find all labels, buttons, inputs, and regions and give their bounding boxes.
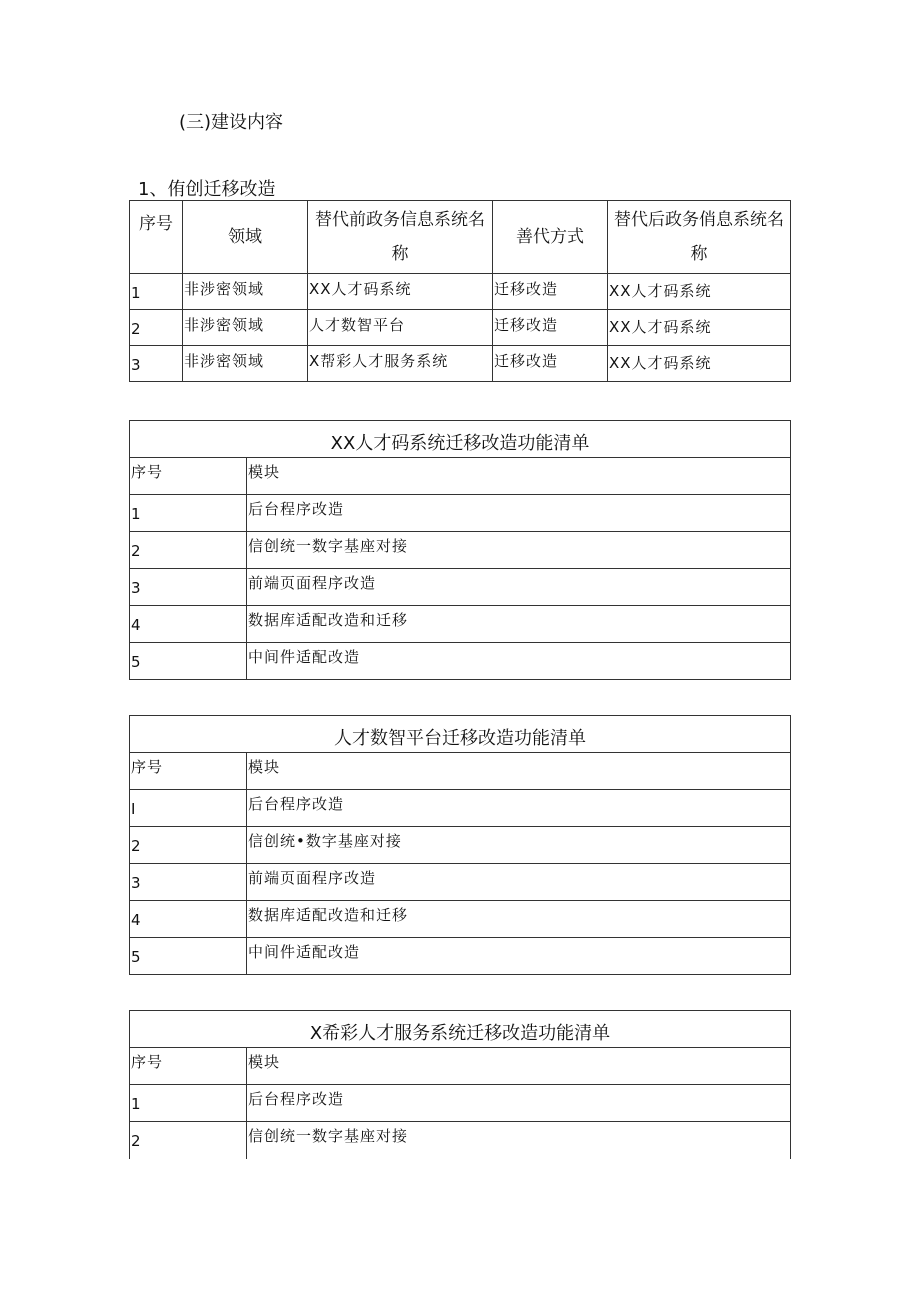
cell-seq: 5 bbox=[130, 938, 247, 975]
cell-seq: 2 bbox=[130, 827, 247, 864]
cell-after: XX人才码系统 bbox=[608, 346, 791, 382]
cell-seq: 5 bbox=[130, 643, 247, 680]
function-table-title: X希彩人才服务系统迁移改造功能清单 bbox=[130, 1011, 791, 1048]
cell-module: 数据库适配改造和迁移 bbox=[247, 606, 791, 643]
cell-seq: 1 bbox=[130, 495, 247, 532]
table-row bbox=[130, 1085, 791, 1122]
cell-module: 信创统一数字基座对接 bbox=[247, 1122, 791, 1159]
header-seq: 序号 bbox=[130, 753, 247, 790]
function-table-title: 人才数智平台迁移改造功能清单 bbox=[130, 716, 791, 753]
cell-module: 信创统•数字基座对接 bbox=[247, 827, 791, 864]
cell-module: 前端页面程序改造 bbox=[247, 864, 791, 901]
header-module: 模块 bbox=[247, 1048, 791, 1085]
table-row bbox=[130, 1122, 791, 1159]
header-domain: 领域 bbox=[183, 201, 308, 274]
header-before: 替代前政务信息系统名称 bbox=[308, 201, 493, 274]
header-seq: 序号 bbox=[130, 201, 183, 274]
cell-seq: 3 bbox=[130, 569, 247, 606]
cell-domain: 非涉密领域 bbox=[183, 346, 308, 382]
cell-domain: 非涉密领域 bbox=[183, 310, 308, 346]
function-table-title-row bbox=[130, 1011, 791, 1048]
header-after: 替代后政务俏息系统名称 bbox=[608, 201, 791, 274]
header-method: 善代方式 bbox=[493, 201, 608, 274]
cell-seq: 2 bbox=[130, 532, 247, 569]
cell-seq: 2 bbox=[130, 1122, 247, 1159]
cell-seq: 4 bbox=[130, 901, 247, 938]
function-table-title: XX人才码系统迁移改造功能清单 bbox=[130, 421, 791, 458]
cell-seq: I bbox=[130, 790, 247, 827]
cell-after: XX人才码系统 bbox=[608, 310, 791, 346]
cell-module: 后台程序改造 bbox=[247, 790, 791, 827]
function-table-talent-service bbox=[129, 1010, 791, 1159]
header-seq: 序号 bbox=[130, 458, 247, 495]
cell-method: 迁移改造 bbox=[493, 310, 608, 346]
cell-seq: 1 bbox=[130, 274, 183, 310]
function-table-header-row bbox=[130, 1048, 791, 1085]
cell-seq: 3 bbox=[130, 864, 247, 901]
cell-module: 前端页面程序改造 bbox=[247, 569, 791, 606]
cell-domain: 非涉密领域 bbox=[183, 274, 308, 310]
cell-seq: 1 bbox=[130, 1085, 247, 1122]
cell-before: 人才数智平台 bbox=[308, 310, 493, 346]
cell-module: 信创统一数字基座对接 bbox=[247, 532, 791, 569]
cell-module: 数据库适配改造和迁移 bbox=[247, 901, 791, 938]
cell-before: XX人才码系统 bbox=[308, 274, 493, 310]
cell-method: 迁移改造 bbox=[493, 274, 608, 310]
header-module: 模块 bbox=[247, 458, 791, 495]
section-title: (三)建设内容 bbox=[179, 112, 284, 133]
cell-module: 后台程序改造 bbox=[247, 1085, 791, 1122]
sub-title: 1、侑创迁移改造 bbox=[138, 179, 276, 200]
cell-module: 中间件适配改造 bbox=[247, 643, 791, 680]
cell-method: 迁移改造 bbox=[493, 346, 608, 382]
cell-module: 中间件适配改造 bbox=[247, 938, 791, 975]
cell-module: 后台程序改造 bbox=[247, 495, 791, 532]
cell-before: X帮彩人才服务系统 bbox=[308, 346, 493, 382]
cell-seq: 2 bbox=[130, 310, 183, 346]
header-module: 模块 bbox=[247, 753, 791, 790]
header-seq: 序号 bbox=[130, 1048, 247, 1085]
cell-seq: 3 bbox=[130, 346, 183, 382]
cell-after: XX人才码系统 bbox=[608, 274, 791, 310]
cell-seq: 4 bbox=[130, 606, 247, 643]
